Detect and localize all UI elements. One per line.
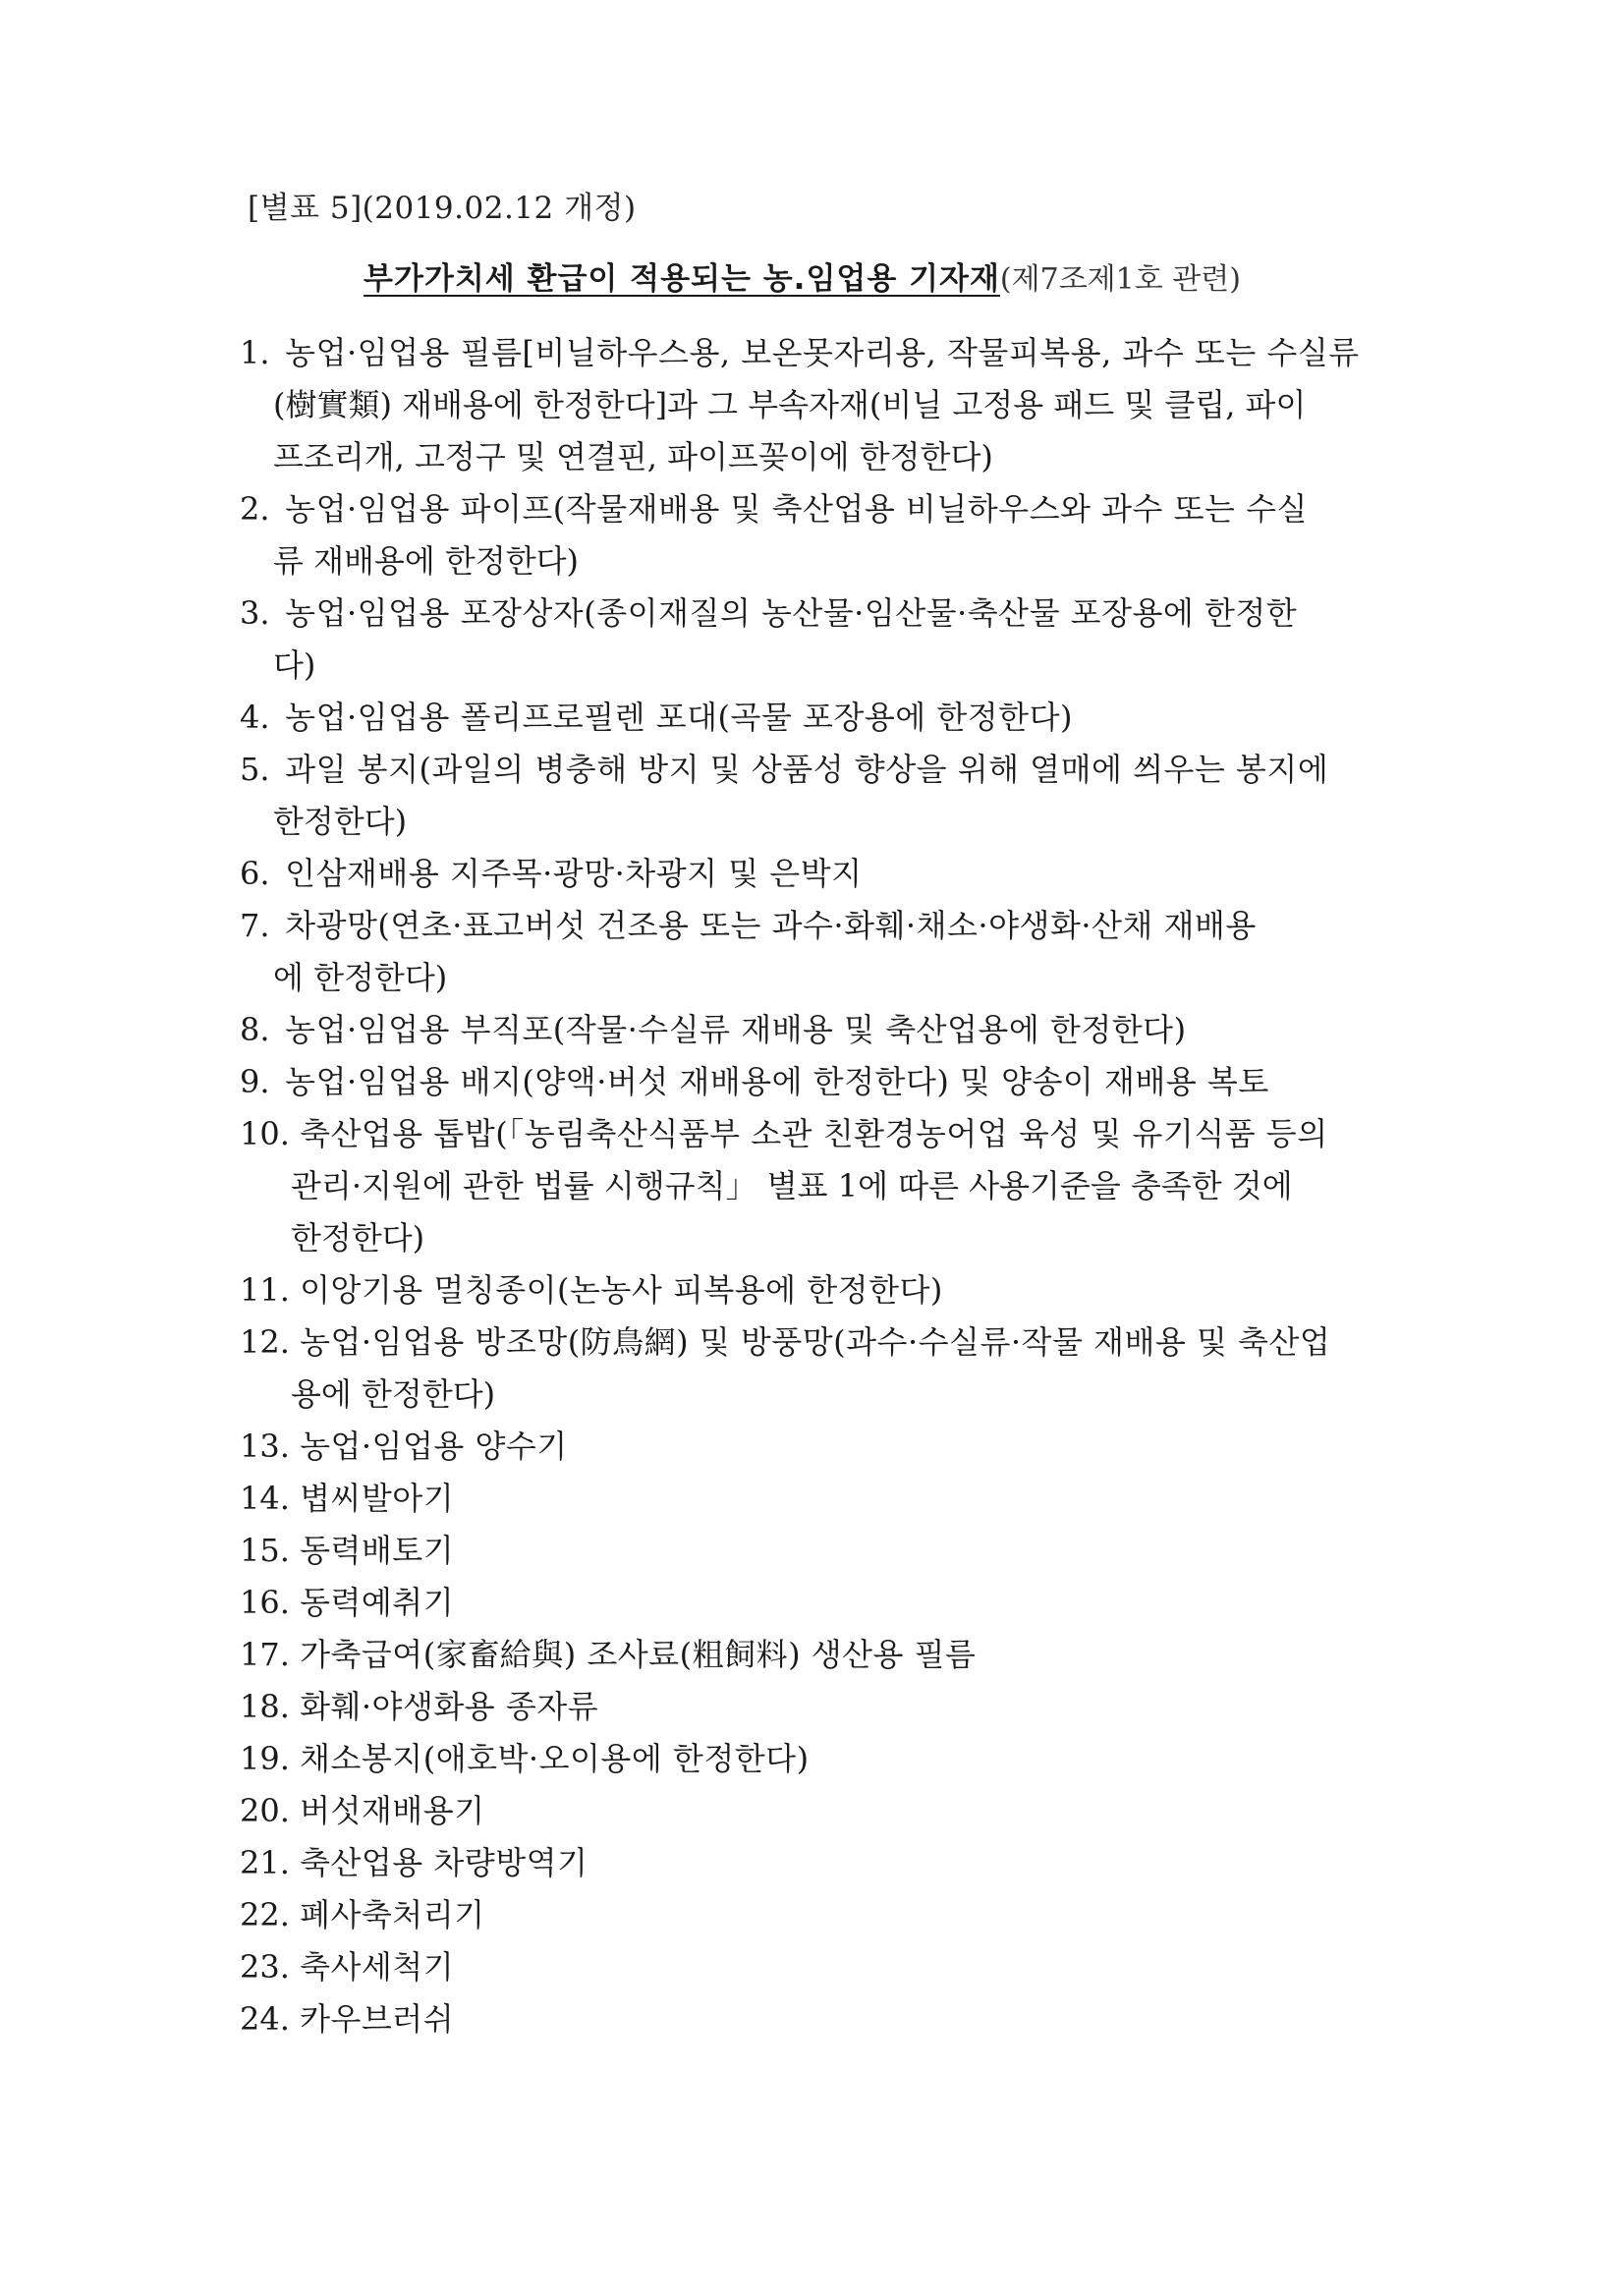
list-item-text: 농업·임업용 양수기 bbox=[300, 1428, 568, 1465]
list-item bbox=[240, 1264, 1468, 1316]
list-item-number: 17. bbox=[240, 1636, 290, 1673]
list-item-number: 21. bbox=[240, 1844, 290, 1881]
list-item-text: 축산업용 차량방역기 bbox=[300, 1844, 588, 1881]
list-item-number: 4. bbox=[240, 699, 270, 736]
list-item-number: 6. bbox=[240, 855, 270, 892]
list-item-number: 7. bbox=[240, 907, 270, 944]
list-item-number: 8. bbox=[240, 1011, 270, 1048]
list-item-first-line bbox=[240, 483, 1468, 535]
list-item bbox=[240, 900, 1468, 1004]
list-item bbox=[240, 483, 1468, 588]
list-item-text: 농업·임업용 필름[비닐하우스용, 보온못자리용, 작물피복용, 과수 또는 수실류 bbox=[285, 334, 1360, 371]
list-item-number: 12. bbox=[240, 1323, 290, 1361]
list-item-number: 3. bbox=[240, 594, 270, 632]
list-item-number: 20. bbox=[240, 1792, 290, 1829]
list-item-first-line bbox=[240, 327, 1468, 379]
list-item-text: 폐사축처리기 bbox=[300, 1896, 485, 1933]
list-item-text: 농업·임업용 방조망(防鳥網) 및 방풍망(과수·수실류·작물 재배용 및 축산업 bbox=[300, 1323, 1331, 1361]
list-item-continuation: 한정한다) bbox=[291, 1219, 425, 1257]
list-item-first-line bbox=[240, 1941, 1468, 1993]
list-item-number: 1. bbox=[240, 334, 270, 371]
equipment-list bbox=[240, 327, 1468, 2045]
list-item-number: 14. bbox=[240, 1480, 290, 1517]
list-item-first-line bbox=[240, 692, 1468, 744]
list-item bbox=[240, 1056, 1468, 1108]
list-item-continuation: 에 한정한다) bbox=[273, 959, 448, 996]
list-item-text: 농업·임업용 포장상자(종이재질의 농산물·임산물·축산물 포장용에 한정한 bbox=[285, 594, 1298, 632]
list-item-number: 16. bbox=[240, 1584, 290, 1621]
list-item-text: 채소봉지(애호박·오이용에 한정한다) bbox=[300, 1740, 810, 1777]
list-item-text: 화훼·야생화용 종자류 bbox=[300, 1688, 599, 1725]
list-item-text: 농업·임업용 배지(양액·버섯 재배용에 한정한다) 및 양송이 재배용 복토 bbox=[285, 1063, 1269, 1100]
list-item-text: 동력배토기 bbox=[300, 1532, 455, 1569]
list-item bbox=[240, 1316, 1468, 1421]
list-item bbox=[240, 744, 1468, 848]
list-item-continuation: (樹實類) 재배용에 한정한다]과 그 부속자재(비닐 고정용 패드 및 클립, 파이 bbox=[273, 386, 1307, 423]
list-item-continuation: 관리·지원에 관한 법률 시행규칙」 별표 1에 따른 사용기준을 충족한 것에 bbox=[291, 1167, 1293, 1204]
list-item-text: 가축급여(家畜給與) 조사료(粗飼料) 생산용 필름 bbox=[300, 1636, 977, 1673]
list-item-continuation: 한정한다) bbox=[273, 803, 408, 840]
list-item-first-line bbox=[240, 1629, 1468, 1681]
list-item-first-line bbox=[240, 900, 1468, 952]
list-item-number: 2. bbox=[240, 490, 270, 528]
list-item-text: 축산업용 톱밥(「농림축산식품부 소관 친환경농어업 육성 및 유기식품 등의 bbox=[300, 1115, 1328, 1152]
list-item-first-line bbox=[240, 1993, 1468, 2045]
list-item bbox=[240, 1629, 1468, 1681]
list-item-text: 동력예취기 bbox=[300, 1584, 455, 1621]
annex-label: [별표 5](2019.02.12 개정) bbox=[248, 191, 637, 226]
list-item bbox=[240, 1837, 1468, 1889]
list-item bbox=[240, 1733, 1468, 1785]
title-main: 부가가치세 환급이 적용되는 농.임업용 기자재 bbox=[364, 261, 1000, 297]
document-title bbox=[364, 253, 1241, 298]
list-item-first-line bbox=[240, 1785, 1468, 1837]
list-item-number: 18. bbox=[240, 1688, 290, 1725]
list-item bbox=[240, 1941, 1468, 1993]
list-item-first-line bbox=[240, 1421, 1468, 1473]
list-item bbox=[240, 1785, 1468, 1837]
list-item-number: 10. bbox=[240, 1115, 290, 1152]
list-item-text: 과일 봉지(과일의 병충해 방지 및 상품성 향상을 위해 열매에 씌우는 봉지에 bbox=[285, 751, 1329, 788]
list-item-number: 23. bbox=[240, 1948, 290, 1986]
list-item bbox=[240, 1473, 1468, 1525]
list-item-text: 버섯재배용기 bbox=[300, 1792, 485, 1829]
list-item-continuation: 다) bbox=[273, 646, 316, 684]
list-item-text: 농업·임업용 부직포(작물·수실류 재배용 및 축산업용에 한정한다) bbox=[285, 1011, 1187, 1048]
list-item-first-line bbox=[240, 1889, 1468, 1941]
list-item-first-line bbox=[240, 588, 1468, 640]
list-item-continuation: 용에 한정한다) bbox=[291, 1375, 496, 1413]
list-item-first-line bbox=[240, 1264, 1468, 1316]
list-item-number: 11. bbox=[240, 1271, 290, 1309]
list-item-text: 카우브러쉬 bbox=[300, 2000, 455, 2038]
list-item-first-line bbox=[240, 1004, 1468, 1056]
list-item-text: 볍씨발아기 bbox=[300, 1480, 455, 1517]
list-item-first-line bbox=[240, 1733, 1468, 1785]
list-item-number: 5. bbox=[240, 751, 270, 788]
list-item bbox=[240, 848, 1468, 900]
list-item-continuation: 류 재배용에 한정한다) bbox=[273, 542, 580, 580]
list-item-first-line bbox=[240, 1525, 1468, 1577]
list-item-first-line bbox=[240, 1473, 1468, 1525]
list-item-text: 인삼재배용 지주목·광망·차광지 및 은박지 bbox=[285, 855, 863, 892]
list-item-number: 22. bbox=[240, 1896, 290, 1933]
list-item-text: 차광망(연초·표고버섯 건조용 또는 과수·화훼·채소·야생화·산채 재배용 bbox=[285, 907, 1257, 944]
list-item bbox=[240, 1577, 1468, 1629]
list-item-first-line bbox=[240, 1577, 1468, 1629]
list-item-first-line bbox=[240, 1316, 1468, 1369]
list-item bbox=[240, 1889, 1468, 1941]
list-item-number: 9. bbox=[240, 1063, 270, 1100]
list-item-text: 농업·임업용 파이프(작물재배용 및 축산업용 비닐하우스와 과수 또는 수실 bbox=[285, 490, 1308, 528]
list-item-first-line bbox=[240, 1108, 1468, 1160]
list-item bbox=[240, 327, 1468, 483]
list-item-first-line bbox=[240, 1681, 1468, 1733]
list-item bbox=[240, 1004, 1468, 1056]
list-item bbox=[240, 692, 1468, 744]
list-item-first-line bbox=[240, 1837, 1468, 1889]
list-item-number: 24. bbox=[240, 2000, 290, 2038]
list-item-number: 19. bbox=[240, 1740, 290, 1777]
list-item bbox=[240, 588, 1468, 692]
title-reference: (제7조제1호 관련) bbox=[999, 262, 1241, 297]
list-item-number: 15. bbox=[240, 1532, 290, 1569]
list-item bbox=[240, 1525, 1468, 1577]
list-item-text: 축사세척기 bbox=[300, 1948, 455, 1986]
list-item bbox=[240, 1681, 1468, 1733]
list-item bbox=[240, 1421, 1468, 1473]
list-item-continuation: 프조리개, 고정구 및 연결핀, 파이프꽂이에 한정한다) bbox=[273, 438, 993, 476]
list-item-first-line bbox=[240, 744, 1468, 796]
list-item-first-line bbox=[240, 1056, 1468, 1108]
list-item-number: 13. bbox=[240, 1428, 290, 1465]
list-item-text: 농업·임업용 폴리프로필렌 포대(곡물 포장용에 한정한다) bbox=[285, 699, 1073, 736]
list-item bbox=[240, 1108, 1468, 1264]
list-item-text: 이앙기용 멀칭종이(논농사 피복용에 한정한다) bbox=[300, 1271, 943, 1309]
list-item bbox=[240, 1993, 1468, 2045]
list-item-first-line bbox=[240, 848, 1468, 900]
